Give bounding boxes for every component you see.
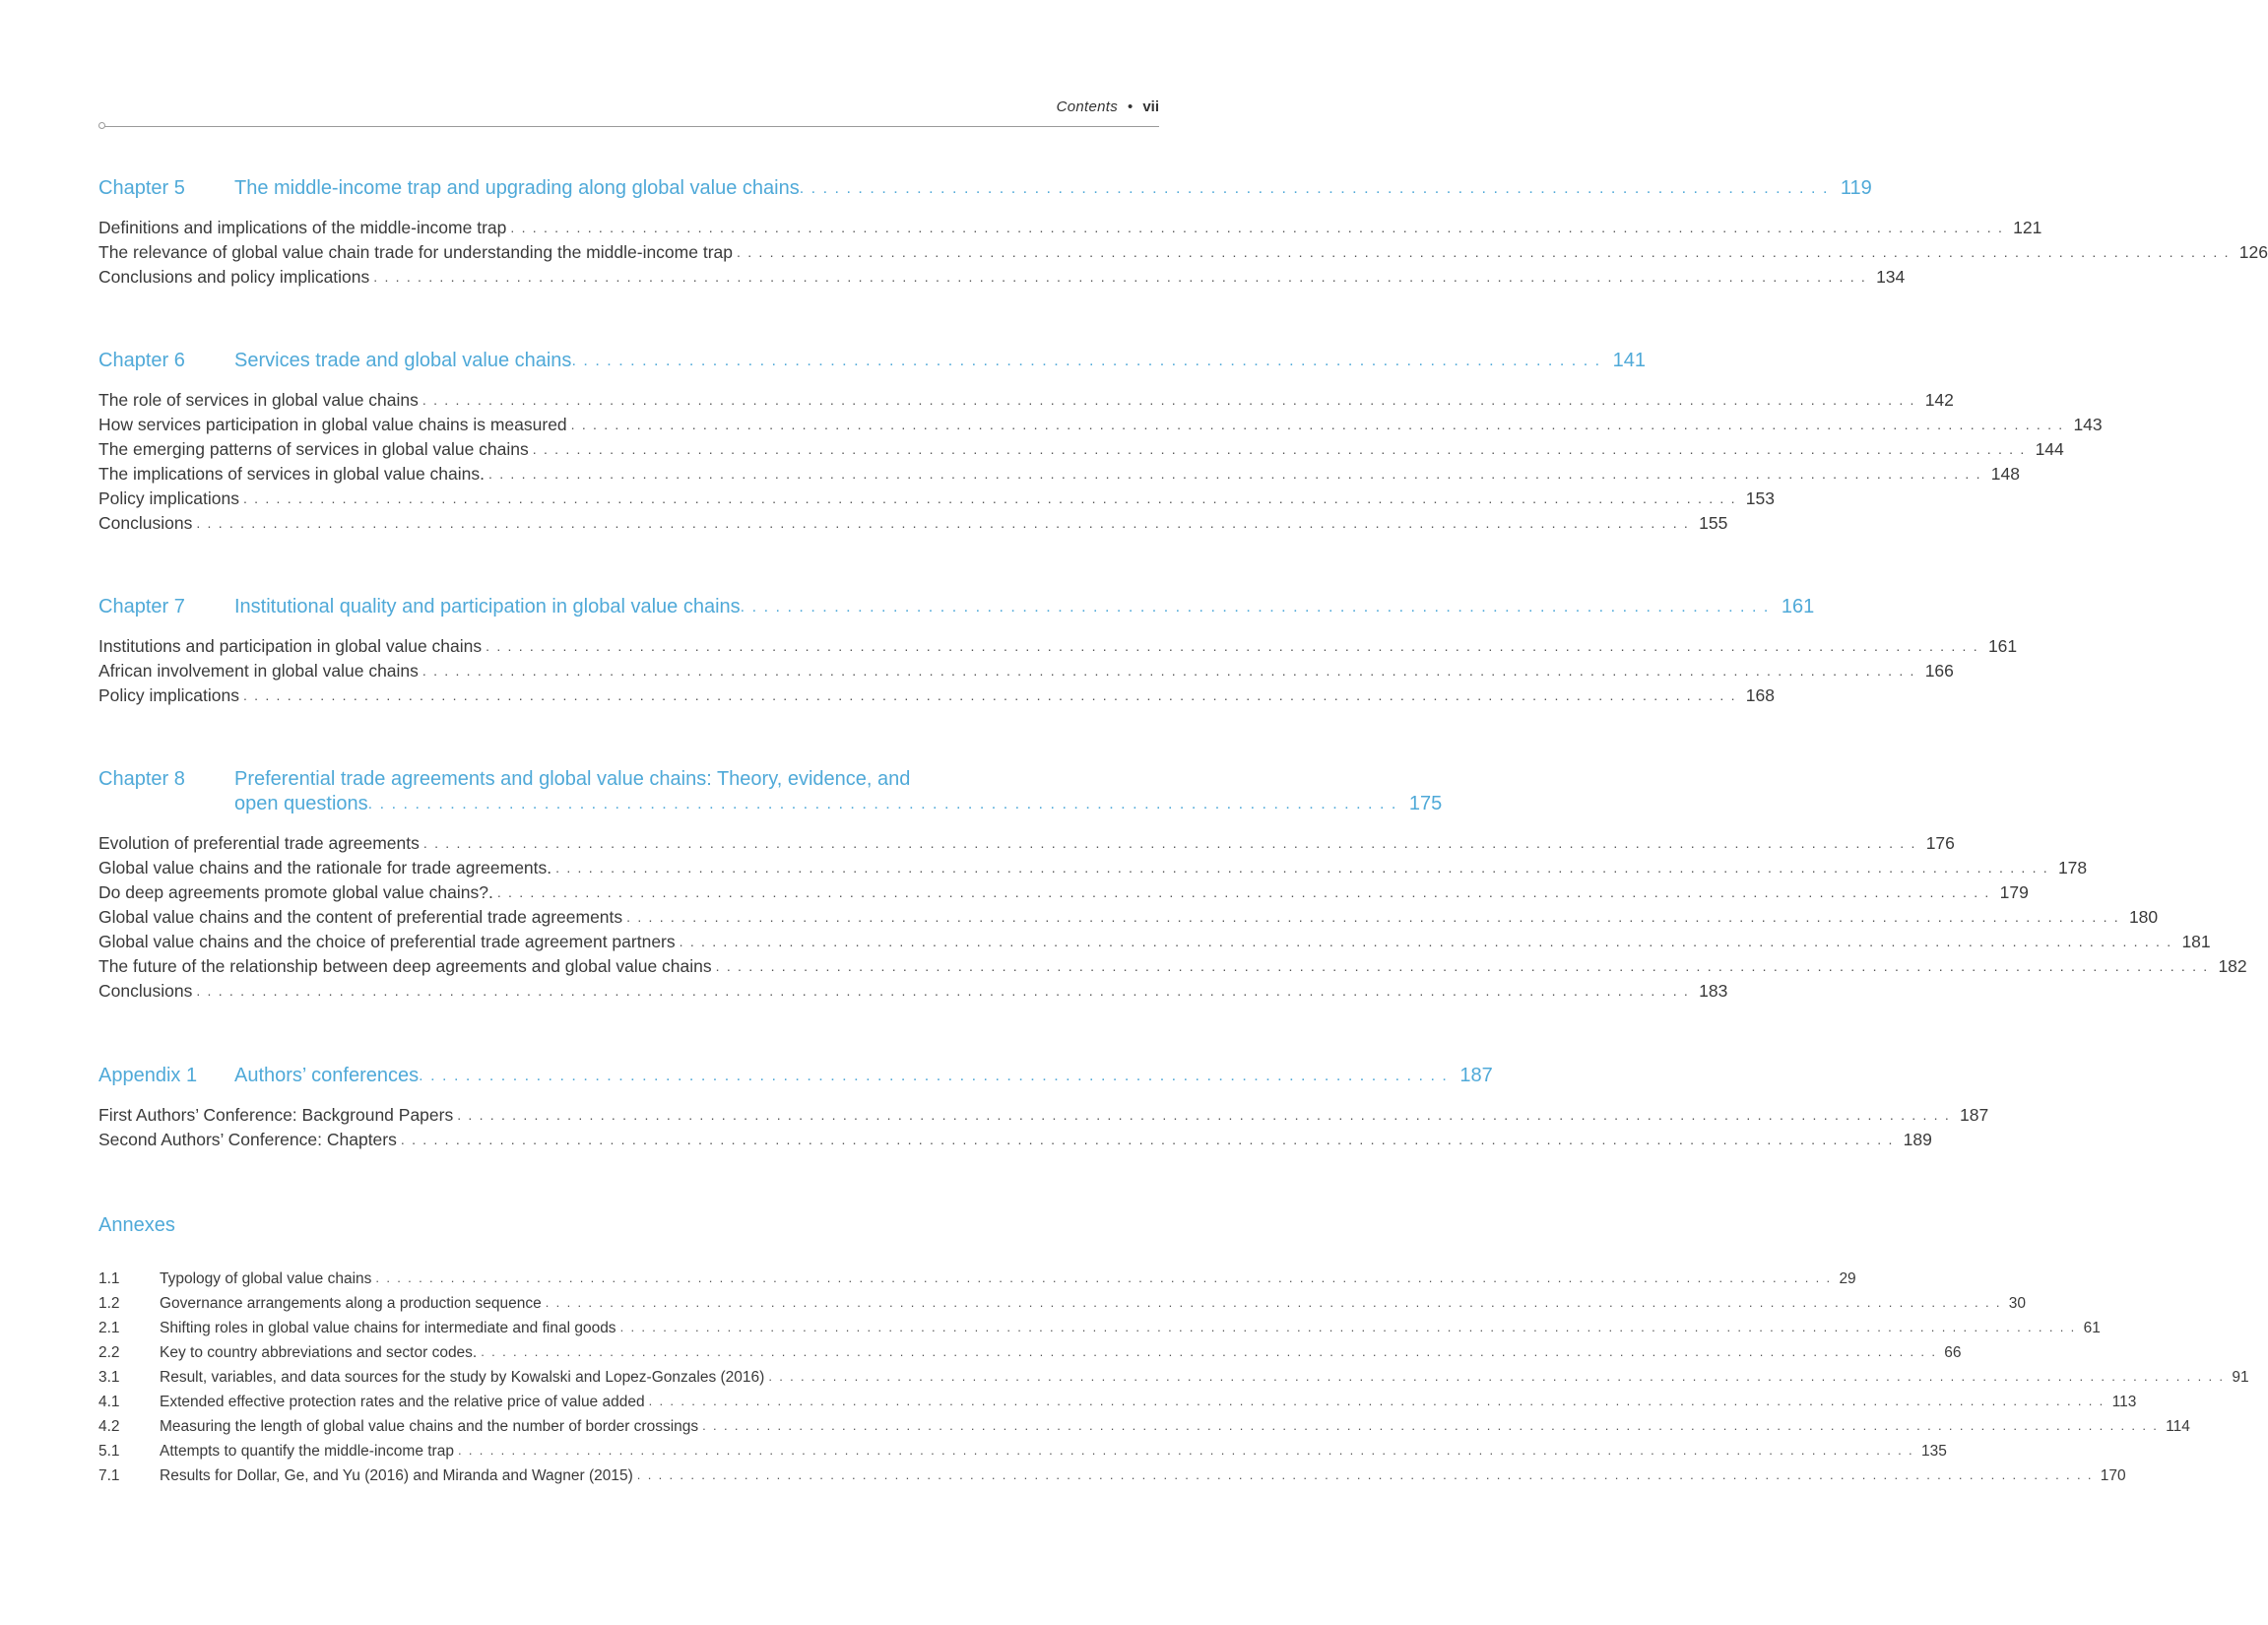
dot-leader: ........................................................................................................................................ [488,466,1987,482]
header-rule [104,126,1159,127]
dot-leader: ........................................................................................................................................ [421,392,1921,408]
annex-title: Extended effective protection rates and the relative price of value added [160,1394,645,1410]
toc-entry[interactable] [98,485,1775,509]
running-header-section: Contents [1056,98,1119,115]
toc-entry[interactable] [98,903,2159,928]
annexes-heading: Annexes [98,1214,175,1236]
toc-entry-title: Do deep agreements promote global value chains?. [98,882,493,902]
dot-leader: ........................................................................................................................................ [242,490,1742,506]
toc-entry[interactable] [98,928,2211,952]
toc-entry-title: Second Authors’ Conference: Chapters [98,1130,397,1149]
toc-entry[interactable] [98,509,1728,534]
chapter-label: Chapter 8 [98,768,185,790]
toc-entry[interactable] [98,682,1775,706]
running-header [1057,98,1159,115]
dot-leader: ........................................................................................ [367,796,1403,812]
annex-page: 114 [2166,1418,2190,1435]
toc-entry[interactable] [98,214,2042,238]
toc-entry-page: 180 [2128,907,2159,927]
dot-leader: ........................................................................................................................................ [400,1132,1900,1147]
toc-entry-title: How services participation in global value chains is measured [98,415,567,434]
running-header-page-number: vii [1142,98,1159,115]
toc-entry-title: Institutions and participation in global value chains [98,636,483,656]
annex-page: 61 [2083,1320,2101,1336]
annex-page: 66 [1944,1344,1962,1361]
toc-entry-page: 168 [1745,685,1775,705]
annex-entry[interactable] [98,1387,2137,1411]
toc-entry-title: The relevance of global value chain trade for understanding the middle-income trap [98,242,733,262]
annex-entry[interactable] [98,1436,1947,1461]
annex-title: Governance arrangements along a production sequence [160,1295,542,1312]
dot-leader: ........................................................................................................................................ [196,515,1696,531]
bullet-icon: • [1128,98,1134,115]
dot-leader: ........................................................................................ [419,1068,1455,1084]
toc-entry-title: Global value chains and the rationale for trade agreements. [98,858,552,878]
dot-leader: ........................................................................................................................................ [737,244,2236,260]
toc-entry-page: 178 [2057,858,2088,878]
chapter-title: Institutional quality and participation in global value chains [234,596,741,618]
dot-leader: ........................................................................................................................................ [486,638,1984,654]
toc-entry-title: The emerging patterns of services in global value chains [98,439,529,459]
chapter-5-block [98,175,2268,288]
dot-leader: ........................................................................................................................................ [532,441,2032,457]
toc-entry-page: 148 [1990,464,2020,484]
chapter-6-block [98,348,2103,534]
annex-page: 91 [2232,1369,2249,1386]
toc-entry-title: First Authors’ Conference: Background Papers [98,1105,454,1125]
toc-page [98,0,2268,1625]
chapter-heading[interactable] [98,348,1646,372]
annex-number: 2.2 [98,1344,120,1361]
annex-number: 5.1 [98,1443,120,1460]
toc-entry-page: 187 [1960,1105,1989,1125]
dot-leader: ........................................................................................................................................ [375,1270,1838,1285]
toc-entry-page: 161 [1987,636,2018,656]
dot-leader: ........................................................................................ [740,599,1776,616]
toc-entry-title: The future of the relationship between deep agreements and global value chains [98,956,712,976]
dot-leader: ........................................................................................................................................ [457,1443,1919,1458]
toc-entry-page: 179 [1999,882,2029,902]
dot-leader: ........................................................................................................................................ [421,663,1921,679]
toc-entry[interactable] [98,854,2088,878]
annex-page: 30 [2008,1295,2027,1312]
dot-leader: ........................................................................................................................................ [555,860,2054,876]
dot-leader: ........................................................................................................................................ [619,1320,2082,1334]
dot-leader: ........................................................................................................................................ [679,934,2178,949]
toc-entry[interactable] [98,829,1955,854]
toc-entry[interactable] [98,657,1954,682]
toc-entry-title: Evolution of preferential trade agreements [98,833,420,853]
toc-entry-page: 142 [1924,390,1954,410]
chapter-page-number: 141 [1612,350,1646,371]
toc-entry-title: Conclusions and policy implications [98,267,370,287]
toc-entry-page: 189 [1903,1130,1932,1149]
dot-leader: ........................................................................................................................................ [626,909,2125,925]
chapter-title: Preferential trade agreements and global value chains: Theory, evidence, and [234,768,911,790]
dot-leader: ........................................................................................ [799,180,1835,197]
annex-title: Result, variables, and data sources for the study by Kowalski and Lopez-Gonzales (2016) [160,1369,765,1386]
annex-title: Shifting roles in global value chains for intermediate and final goods [160,1320,616,1336]
toc-entry-page: 121 [2013,218,2042,237]
chapter-label: Appendix 1 [98,1065,198,1086]
dot-leader: ........................................................................................................................................ [242,687,1742,703]
annex-entry[interactable] [98,1288,2027,1313]
dot-leader: ........................................................................................ [571,353,1607,369]
toc-entry-page: 176 [1925,833,1955,853]
toc-entry-title: Global value chains and the choice of preferential trade agreement partners [98,932,676,951]
annex-title: Measuring the length of global value chains and the number of border crossings [160,1418,699,1435]
annex-page: 170 [2100,1467,2126,1484]
toc-entry-page: 126 [2238,242,2268,262]
toc-entry-page: 153 [1745,488,1775,508]
annex-entry[interactable] [98,1337,1962,1362]
toc-entry-page: 143 [2073,415,2103,434]
annex-entry[interactable] [98,1362,2249,1387]
annex-number: 2.1 [98,1320,120,1336]
toc-entry-page: 134 [1876,267,1906,287]
toc-entry-title: Global value chains and the content of preferential trade agreements [98,907,623,927]
toc-entry[interactable] [98,1126,1932,1150]
appendix-1-block [98,1063,1989,1150]
toc-entry[interactable] [98,952,2247,977]
chapter-page-number: 187 [1459,1065,1493,1086]
chapter-page-number: 119 [1840,177,1872,199]
toc-entry-title: Definitions and implications of the middle-income trap [98,218,507,237]
toc-entry[interactable] [98,435,2064,460]
dot-leader: ........................................................................................................................................ [545,1295,2007,1310]
chapter-heading-continued[interactable] [98,791,1443,815]
toc-entry-page: 181 [2181,932,2211,951]
toc-entry[interactable] [98,632,2018,657]
chapter-label: Chapter 5 [98,177,185,199]
dot-leader: ........................................................................................................................................ [636,1467,2099,1482]
toc-entry[interactable] [98,263,1906,288]
toc-entry[interactable] [98,977,1728,1002]
chapter-title: The middle-income trap and upgrading along global value chains [234,177,800,199]
chapter-heading[interactable] [98,594,1815,618]
annex-entry[interactable] [98,1411,2190,1436]
dot-leader: ........................................................................................................................................ [510,220,2010,235]
chapter-title: Services trade and global value chains [234,350,572,371]
toc-entry-title: Conclusions [98,981,193,1001]
chapter-8-block [98,766,2247,1002]
chapter-label: Chapter 7 [98,596,185,618]
toc-entry-title: Policy implications [98,685,239,705]
dot-leader: ........................................................................................................................................ [570,417,2070,432]
annex-number: 1.2 [98,1295,120,1312]
chapter-label: Chapter 6 [98,350,185,371]
toc-entry-page: 155 [1699,513,1728,533]
annex-title: Key to country abbreviations and sector codes. [160,1344,478,1361]
dot-leader: ........................................................................................................................................ [457,1107,1957,1123]
annex-number: 3.1 [98,1369,120,1386]
annex-number: 7.1 [98,1467,120,1484]
toc-entry-title: The implications of services in global value chains. [98,464,485,484]
toc-entry-page: 144 [2035,439,2064,459]
toc-entry[interactable] [98,460,2020,485]
dot-leader: ........................................................................................................................................ [373,269,1873,285]
toc-entry-title: Policy implications [98,488,239,508]
dot-leader: ........................................................................................................................................ [715,958,2215,974]
annex-number: 1.1 [98,1270,120,1287]
toc-entry[interactable] [98,1101,1989,1126]
chapter-title-continued: open questions [234,793,368,814]
toc-entry-title: African involvement in global value chains [98,661,419,681]
toc-entry[interactable] [98,238,2268,263]
chapter-heading[interactable] [98,766,1159,791]
chapter-title: Authors’ conferences [234,1065,420,1086]
chapter-page-number: 161 [1781,596,1815,618]
annex-title: Results for Dollar, Ge, and Yu (2016) and Miranda and Wagner (2015) [160,1467,633,1484]
dot-leader: ........................................................................................................................................ [496,884,1996,900]
annex-entry[interactable] [98,1461,2126,1485]
toc-entry-page: 182 [2218,956,2247,976]
dot-leader: ........................................................................................................................................ [648,1394,2110,1408]
annex-list [98,1264,2249,1485]
dot-leader: ........................................................................................................................................ [768,1369,2231,1384]
annex-title: Attempts to quantify the middle-income trap [160,1443,454,1460]
chapter-7-block [98,594,2018,706]
toc-entry[interactable] [98,878,2029,903]
annex-number: 4.2 [98,1418,120,1435]
annex-number: 4.1 [98,1394,120,1410]
annex-page: 113 [2111,1394,2137,1410]
toc-entry-title: The role of services in global value chains [98,390,419,410]
annex-entry[interactable] [98,1313,2101,1337]
toc-entry[interactable] [98,411,2103,435]
dot-leader: ........................................................................................................................................ [422,835,1922,851]
dot-leader: ........................................................................................................................................ [481,1344,1943,1359]
annex-title: Typology of global value chains [160,1270,372,1287]
toc-entry[interactable] [98,386,1954,411]
chapter-page-number: 175 [1408,793,1443,814]
toc-entry-page: 166 [1924,661,1954,681]
chapter-heading[interactable] [98,1063,1493,1087]
chapter-heading[interactable] [98,175,1872,200]
dot-leader: ........................................................................................................................................ [196,983,1696,999]
toc-entry-title: Conclusions [98,513,193,533]
toc-entry-page: 183 [1699,981,1728,1001]
annex-page: 135 [1920,1443,1947,1460]
annex-page: 29 [1839,1270,1856,1287]
annex-entry[interactable] [98,1264,1856,1288]
dot-leader: ........................................................................................................................................ [702,1418,2165,1433]
